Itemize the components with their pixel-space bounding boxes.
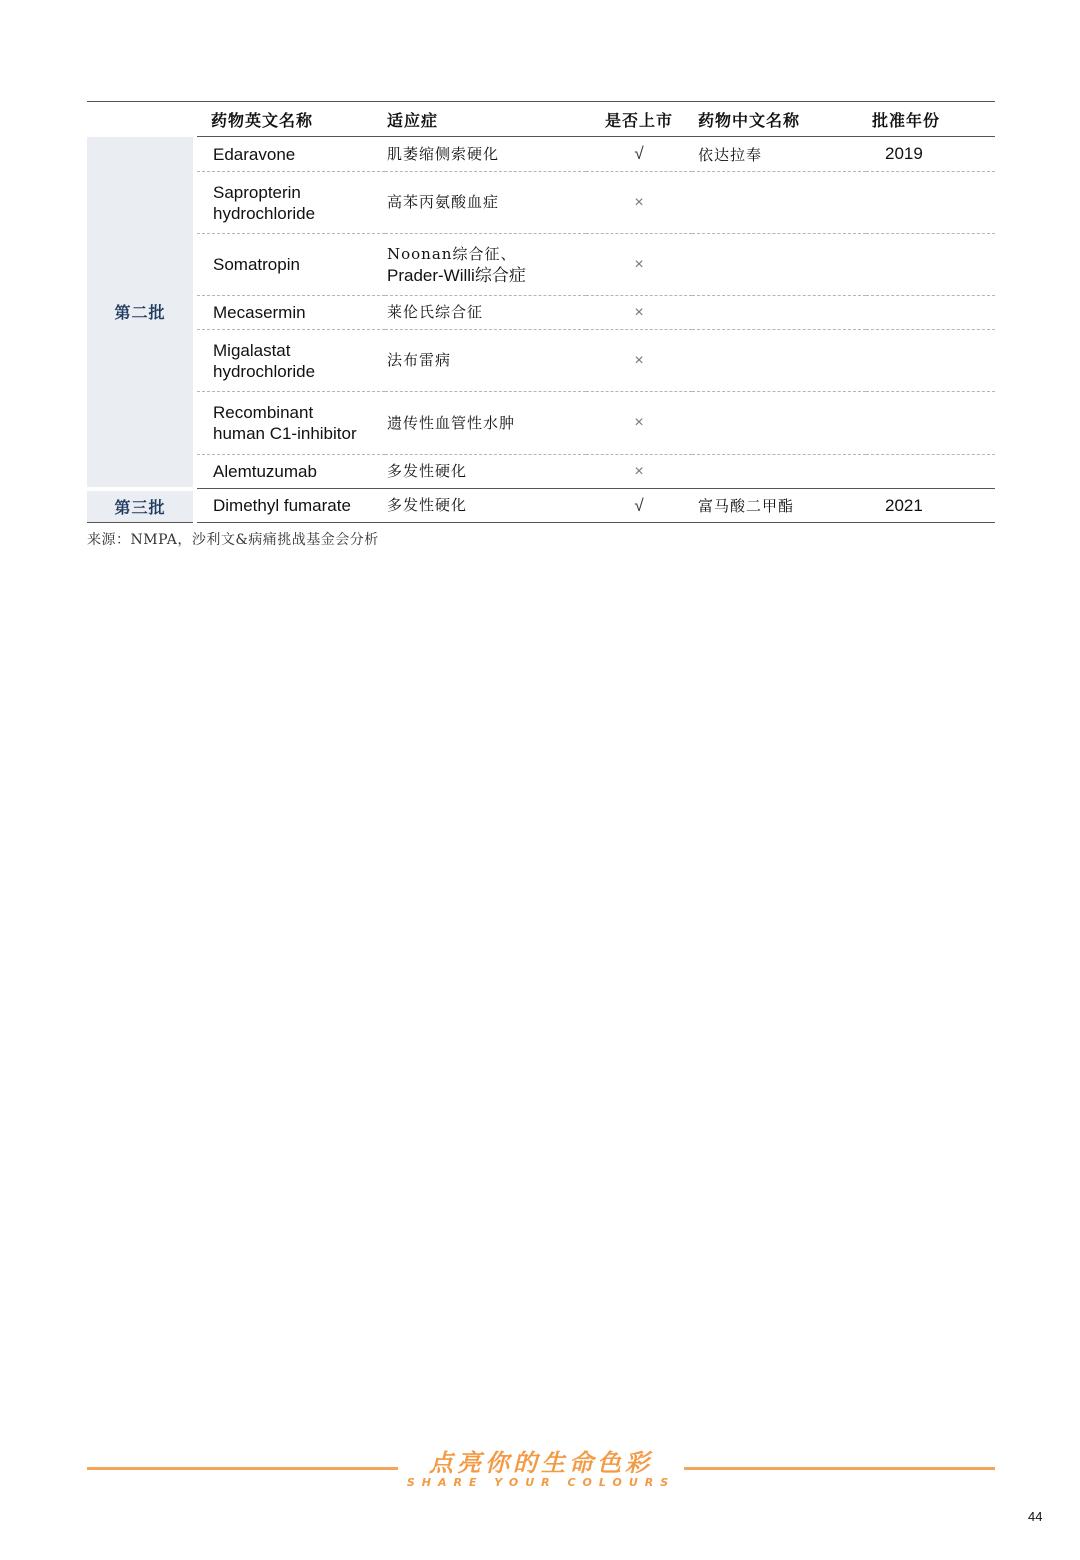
not-listed-cross-mark: × bbox=[586, 455, 692, 489]
footer-slogan-english: SHARE YOUR COLOURS bbox=[406, 1476, 676, 1489]
table-row bbox=[87, 455, 995, 489]
footer-slogan-logo: 点亮你的生命色彩 bbox=[429, 1449, 653, 1477]
table-row bbox=[87, 234, 995, 296]
source-note: 来源：NMPA，沙利文&病痛挑战基金会分析 bbox=[87, 532, 379, 548]
approval-year-cell bbox=[866, 234, 995, 296]
english-name-line: hydrochloride bbox=[213, 361, 316, 381]
listed-check-mark: √ bbox=[586, 489, 692, 523]
approval-year-cell bbox=[866, 296, 995, 330]
not-listed-cross-mark: × bbox=[586, 234, 692, 296]
header-listed: 是否上市 bbox=[586, 102, 692, 137]
footer-divider-right bbox=[684, 1467, 995, 1470]
not-listed-cross-mark: × bbox=[586, 330, 692, 392]
table-header-row bbox=[87, 102, 995, 137]
listed-check-mark: √ bbox=[586, 137, 692, 172]
english-name-cell: Somatropin bbox=[195, 234, 385, 296]
english-name-line: hydrochloride bbox=[213, 203, 316, 223]
table-row bbox=[87, 172, 995, 234]
table-row bbox=[87, 137, 995, 172]
table-row bbox=[87, 489, 995, 523]
english-name-line: human C1-inhibitor bbox=[213, 424, 357, 443]
english-name-cell: Alemtuzumab bbox=[195, 455, 385, 489]
chinese-name-cell bbox=[692, 296, 866, 330]
indication-cell: 肌萎缩侧索硬化 bbox=[385, 137, 586, 172]
header-english-name: 药物英文名称 bbox=[195, 102, 385, 137]
approval-year-cell bbox=[866, 330, 995, 392]
header-chinese-name: 药物中文名称 bbox=[692, 102, 866, 137]
header-batch-blank bbox=[87, 102, 195, 137]
english-name-line: Recombinant bbox=[213, 403, 314, 422]
english-name-cell bbox=[195, 392, 385, 455]
indication-cell bbox=[385, 234, 586, 296]
english-name-cell bbox=[195, 330, 385, 392]
approval-year-cell bbox=[866, 392, 995, 455]
not-listed-cross-mark: × bbox=[586, 392, 692, 455]
english-name-cell: Dimethyl fumarate bbox=[195, 489, 385, 523]
indication-line: Prader-Willi综合症 bbox=[387, 265, 526, 285]
chinese-name-cell bbox=[692, 234, 866, 296]
english-name-cell: Edaravone bbox=[195, 137, 385, 172]
batch-3-label: 第三批 bbox=[87, 489, 195, 523]
chinese-name-cell bbox=[692, 330, 866, 392]
indication-cell: 法布雷病 bbox=[385, 330, 586, 392]
footer-divider-left bbox=[87, 1467, 398, 1470]
approval-year-cell: 2019 bbox=[866, 137, 995, 172]
table-row bbox=[87, 392, 995, 455]
approval-year-cell bbox=[866, 172, 995, 234]
english-name-cell bbox=[195, 172, 385, 234]
indication-cell: 遗传性血管性水肿 bbox=[385, 392, 586, 455]
indication-cell: 多发性硬化 bbox=[385, 489, 586, 523]
chinese-name-cell: 依达拉奉 bbox=[692, 137, 866, 172]
header-approval-year: 批准年份 bbox=[866, 102, 995, 137]
indication-cell: 高苯丙氨酸血症 bbox=[385, 172, 586, 234]
indication-line: Noonan综合征、 bbox=[387, 244, 517, 263]
chinese-name-cell bbox=[692, 172, 866, 234]
approval-year-cell: 2021 bbox=[866, 489, 995, 523]
batch-2-label: 第二批 bbox=[87, 137, 195, 489]
chinese-name-cell bbox=[692, 392, 866, 455]
header-indication: 适应症 bbox=[385, 102, 586, 137]
english-name-line: Sapropterin bbox=[213, 182, 301, 202]
table-row bbox=[87, 330, 995, 392]
chinese-name-cell: 富马酸二甲酯 bbox=[692, 489, 866, 523]
not-listed-cross-mark: × bbox=[586, 172, 692, 234]
chinese-name-cell bbox=[692, 455, 866, 489]
english-name-line: Migalastat bbox=[213, 340, 291, 360]
page-number: 44 bbox=[1028, 1509, 1043, 1524]
indication-cell: 莱伦氏综合征 bbox=[385, 296, 586, 330]
not-listed-cross-mark: × bbox=[586, 296, 692, 330]
english-name-cell: Mecasermin bbox=[195, 296, 385, 330]
approval-year-cell bbox=[866, 455, 995, 489]
indication-cell: 多发性硬化 bbox=[385, 455, 586, 489]
table-row bbox=[87, 296, 995, 330]
drug-table bbox=[87, 101, 995, 523]
